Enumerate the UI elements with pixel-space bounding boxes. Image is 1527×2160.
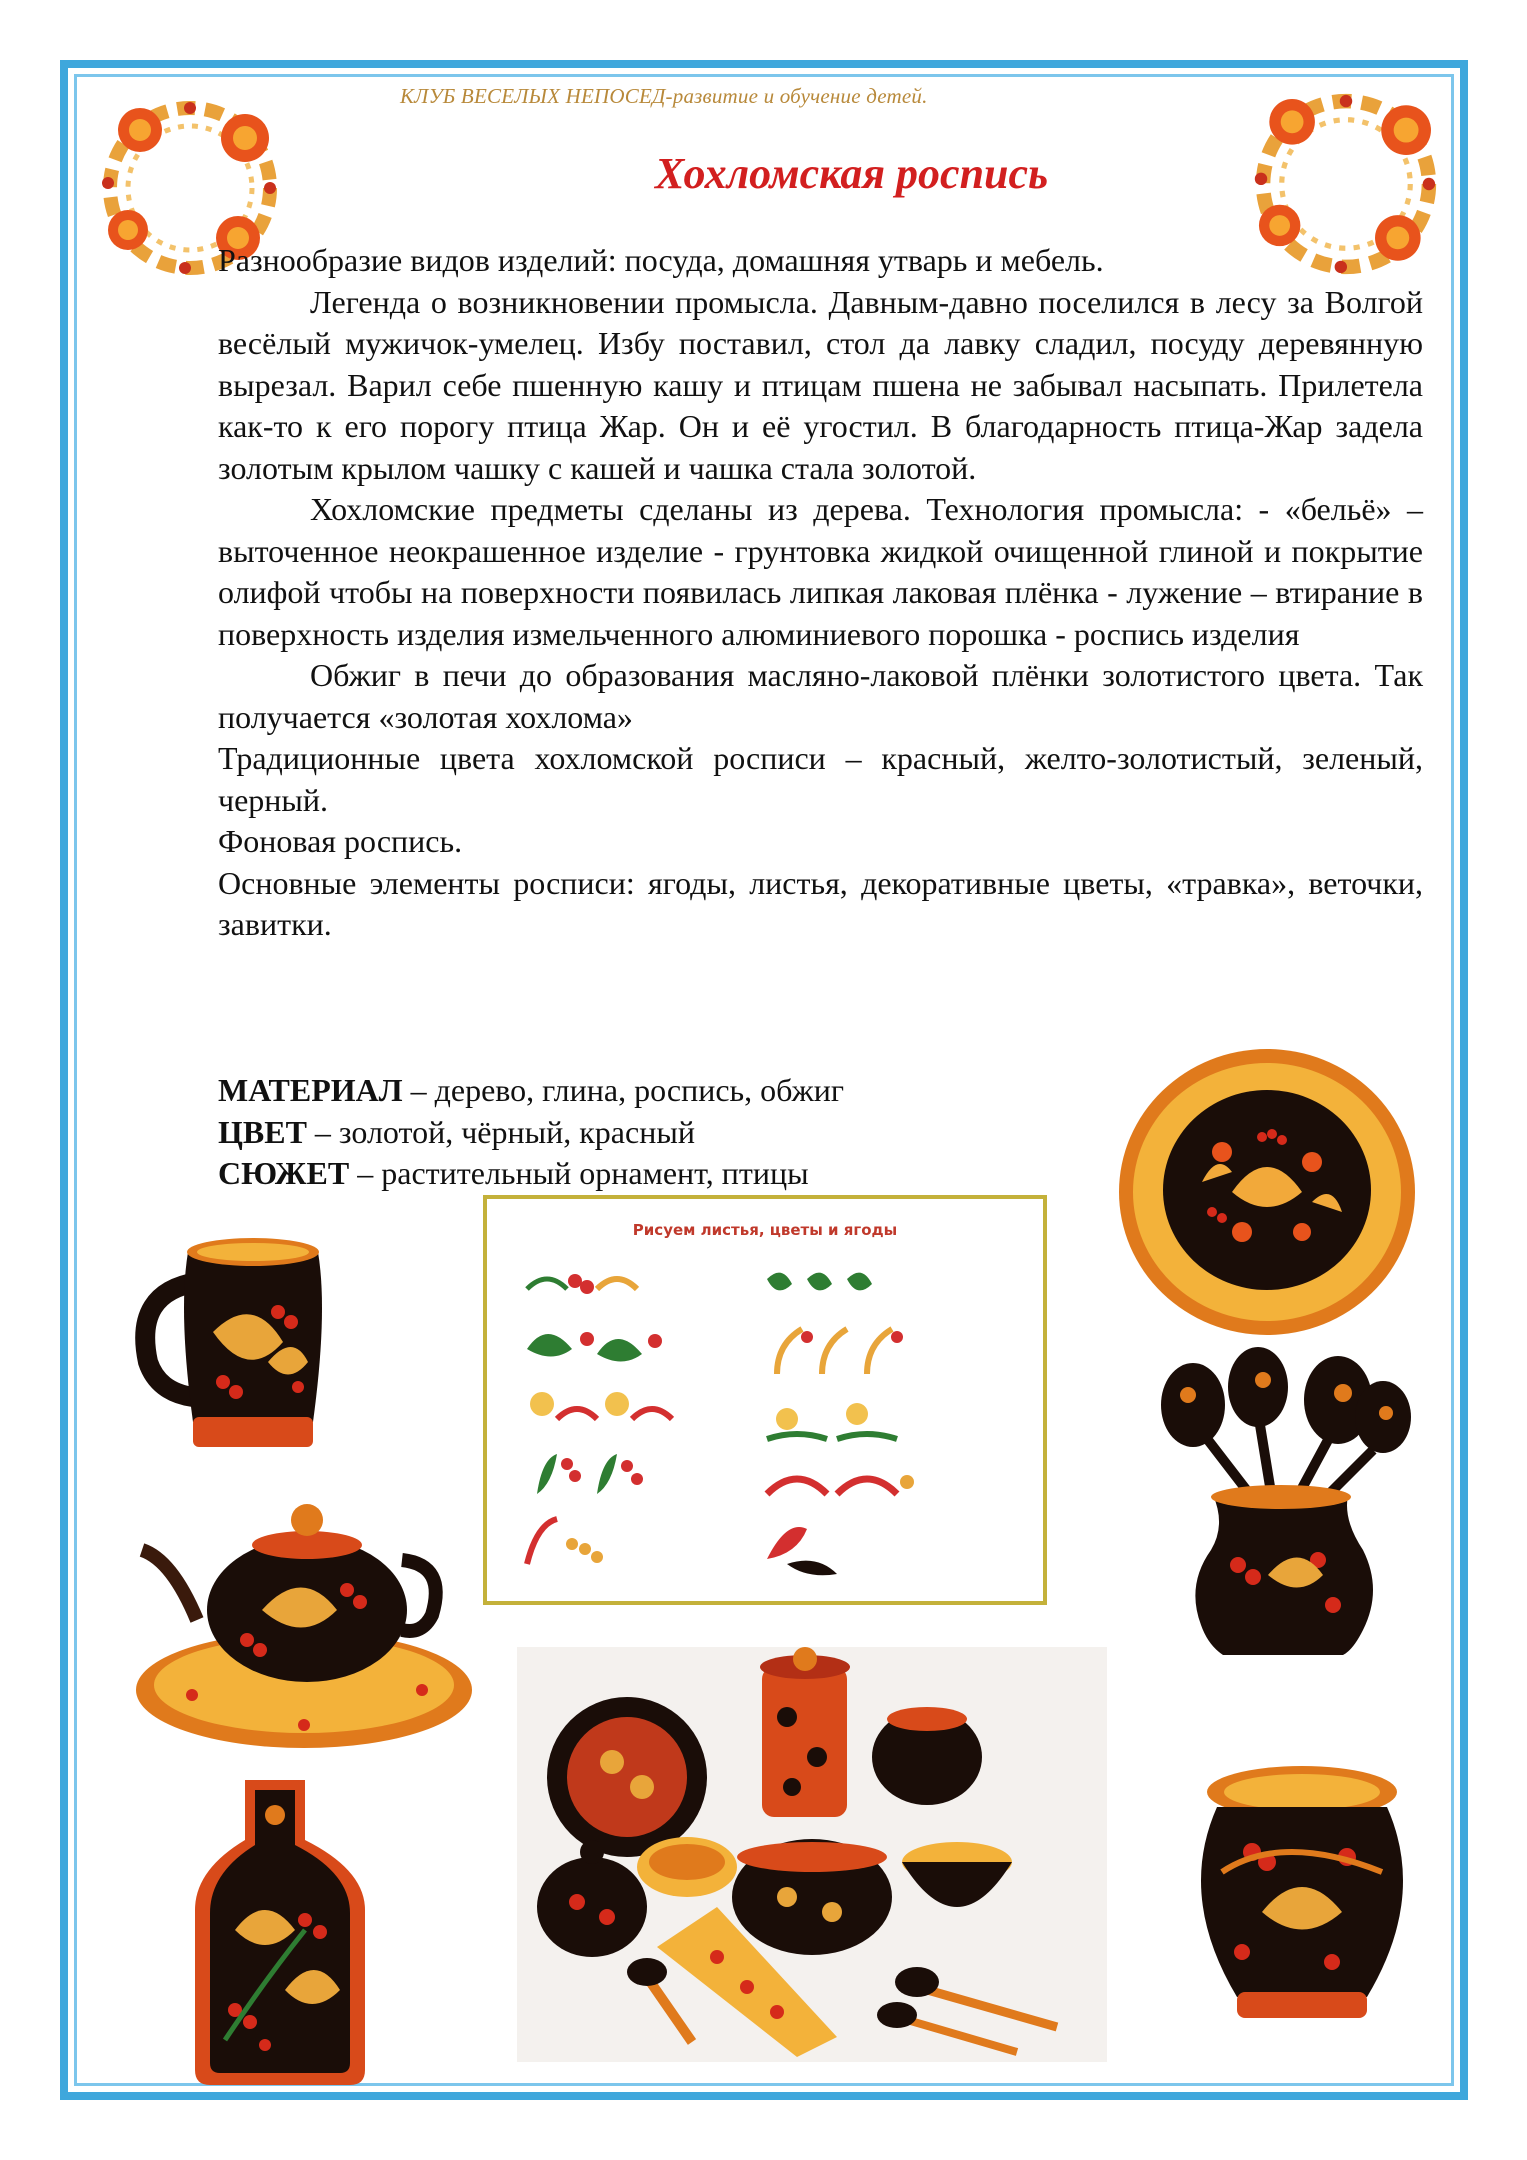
paragraph-technology: Хохломские предметы сделаны из дерева. Технология промысла: - «бельё» – выточенное неокрашенное изделие - грунтовка жидкой очищенной глиной и покрытие олифой чтобы на поверхности появилась липкая лаковая плёнка - лужение – втирание в поверхность изделия измельченного алюминиевого порошка - роспись изделия — [218, 491, 1423, 652]
paragraph-background: Фоновая роспись. — [218, 823, 463, 859]
paragraph-firing: Обжиг в печи до образования масляно-лаковой плёнки золотистого цвета. Так получается «золотая хохлома» — [218, 657, 1423, 735]
subject-row: СЮЖЕТ – растительный орнамент, птицы — [218, 1155, 809, 1191]
painted-spoons-vase-image — [1128, 1345, 1428, 1665]
color-row: ЦВЕТ – золотой, чёрный, красный — [218, 1113, 695, 1150]
painted-mug-image — [128, 1222, 358, 1472]
ornament-sample-sheet — [483, 1195, 1047, 1605]
paragraph-colors: Традиционные цвета хохломской росписи – красный, желто-золотистый, зеленый, черный. — [218, 740, 1423, 818]
left-ornament-column — [527, 1274, 672, 1564]
painted-cutting-board-image — [175, 1770, 405, 2090]
painted-teapot-image — [132, 1490, 477, 1760]
paragraph-legend: Легенда о возникновении промысла. Давным-давно поселился в лесу за Волгой весёлый мужичок-умелец. Избу поставил, стол да лавку сладил, посуду деревянную вырезал. Варил себе пшенную кашу и птицам пшена не забывал насыпать. Прилетела как-то к его порогу птица Жар. Он и её угостил. В благодарность птица-Жар задела золотым крылом чашку с кашей и чашка стала золотой. — [218, 283, 1423, 486]
paragraph-elements: Основные элементы росписи: ягоды, листья, декоративные цветы, «травка», веточки, завитки. — [218, 864, 1423, 942]
painted-plate-image — [1112, 1042, 1422, 1342]
right-ornament-column — [767, 1273, 914, 1576]
painted-tableware-set-image — [517, 1647, 1107, 2062]
painted-pot-image — [1182, 1762, 1422, 2032]
club-caption: КЛУБ ВЕСЕЛЫХ НЕПОСЕД-развитие и обучение детей. — [400, 84, 928, 108]
paragraph-kinds: Разнообразие видов изделий: посуда, домашняя утварь и мебель. — [218, 242, 1104, 278]
properties-list — [218, 1070, 844, 1195]
ornament-sheet-title: Рисуем листья, цветы и ягоды — [632, 1221, 898, 1239]
ornament-samples-drawing — [487, 1199, 1043, 1601]
page-title: Хохломская роспись — [655, 149, 1049, 198]
body-text — [218, 240, 1423, 946]
material-row: МАТЕРИАЛ – дерево, глина, роспись, обжиг — [218, 1072, 844, 1108]
